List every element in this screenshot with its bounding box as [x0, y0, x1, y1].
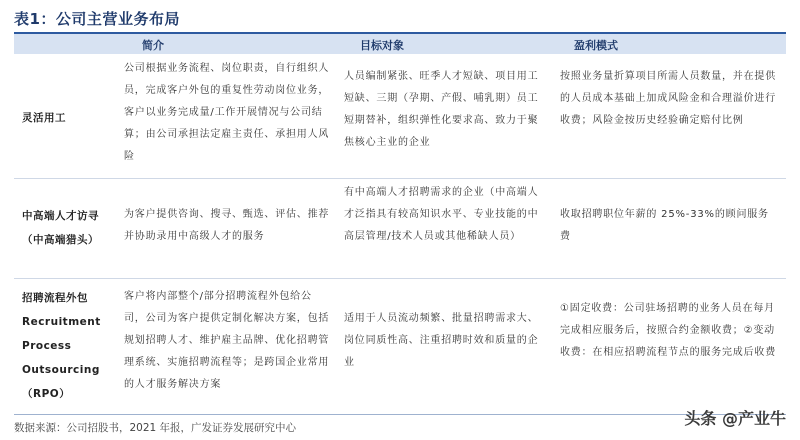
watermark-text: 头条 @产业牛	[684, 409, 786, 428]
row-label-flexible: 灵活用工	[22, 112, 66, 124]
row-separator	[14, 178, 786, 179]
source-note: 数据来源：公司招股书，2021 年报，广发证券发展研究中心	[14, 422, 297, 434]
table-header	[14, 34, 786, 54]
row-label-rpo-sub: （RPO）	[22, 388, 71, 400]
header-profit: 盈利模式	[574, 39, 618, 52]
row1-target: 人员编制紧张、旺季人才短缺、项目用工短缺、三期（孕期、产假、哺乳期）员工短期替补，组织弹性化要求高、致力于聚焦核心主业的企业	[344, 71, 539, 148]
bottom-rule	[14, 414, 786, 415]
table-title: 表1：公司主营业务布局	[14, 10, 180, 28]
row-separator	[14, 278, 786, 279]
row2-intro: 为客户提供咨询、搜寻、甄选、评估、推荐并协助录用中高级人才的服务	[124, 209, 330, 242]
row-label-rpo-en-2: Process	[22, 340, 72, 352]
row-label-headhunting-sub: （中高端猎头）	[22, 234, 99, 246]
row1-profit: 按照业务量折算项目所需人员数量，并在提供的人员成本基础上加成风险金和合理溢价进行收费；风险金按历史经验确定赔付比例	[560, 71, 776, 126]
row-label-rpo-en-1: Recruitment	[22, 316, 101, 328]
row-label-rpo: 招聘流程外包	[22, 292, 88, 304]
row3-target: 适用于人员流动频繁、批量招聘需求大、岗位同质性高、注重招聘时效和质量的企业	[344, 313, 539, 368]
row2-target: 有中高端人才招聘需求的企业（中高端人才泛指具有较高知识水平、专业技能的中高层管理/技术人员或其他稀缺人员）	[344, 187, 539, 242]
row-label-rpo-en-3: Outsourcing	[22, 364, 100, 376]
row-label-headhunting: 中高端人才访寻	[22, 210, 99, 222]
header-target: 目标对象	[360, 39, 404, 52]
header-intro: 简介	[142, 39, 164, 52]
row1-intro: 公司根据业务流程、岗位职责，自行组织人员，完成客户外包的重复性劳动岗位业务，客户以业务完成量/工作开展情况与公司结算；由公司承担法定雇主责任、承担用人风险	[124, 63, 330, 162]
row3-profit: ①固定收费：公司驻场招聘的业务人员在每月完成相应服务后，按照合约金额收费；②变动收费：在相应招聘流程节点的服务完成后收费	[560, 303, 776, 358]
row3-intro: 客户将内部整个/部分招聘流程外包给公司，公司为客户提供定制化解决方案，包括规划招聘人才、维护雇主品牌、优化招聘管理系统、实施招聘流程等；是跨国企业常用的人才服务解决方案	[124, 291, 330, 390]
row2-profit: 收取招聘职位年薪的 25%-33%的顾问服务费	[560, 209, 769, 242]
